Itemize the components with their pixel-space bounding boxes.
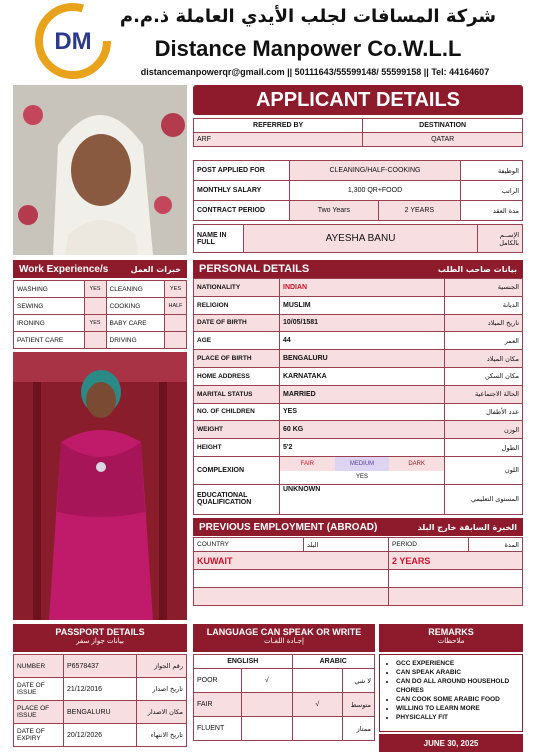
work-skill-value — [165, 332, 187, 349]
work-experience-row — [14, 315, 187, 332]
personal-details-table — [193, 278, 523, 515]
personal-details-title: PERSONAL DETAILS — [199, 263, 310, 275]
passport-ar: تاريخ اصدار — [137, 678, 187, 701]
work-skill-value: HALF — [165, 298, 187, 315]
work-skill-label: PATIENT CARE — [14, 332, 85, 349]
referred-by-label: REFERRED BY — [194, 119, 363, 133]
work-skill-label: BABY CARE — [106, 315, 164, 332]
remarks-header — [379, 624, 523, 652]
post-ar: الوظيفة — [461, 161, 523, 181]
personal-detail-label: MARITAL STATUS — [194, 385, 280, 403]
passport-header — [13, 624, 187, 652]
work-experience-title-ar: خبرات العمل — [130, 264, 181, 274]
language-english-mark — [242, 717, 293, 741]
personal-detail-row — [194, 279, 523, 297]
complexion-fair: FAIR — [280, 457, 335, 471]
referral-table — [193, 118, 523, 147]
personal-detail-ar: الديانة — [445, 296, 523, 314]
work-experience-row — [14, 298, 187, 315]
personal-detail-value: MARRIED — [280, 385, 445, 403]
personal-detail-value: BENGALURU — [280, 350, 445, 368]
remarks-title: REMARKS — [428, 627, 474, 637]
name-row — [193, 224, 523, 253]
language-level-ar: متوسط — [343, 693, 375, 717]
period-ar: المدة — [469, 538, 523, 552]
work-experience-row — [14, 281, 187, 298]
passport-value: P6578437 — [64, 655, 137, 678]
education-value: UNKNOWN — [280, 484, 445, 514]
referred-by-value: ARF — [194, 133, 363, 147]
language-title-ar: إجـادة اللغـات — [263, 637, 304, 645]
personal-detail-value: 60 KG — [280, 421, 445, 439]
personal-detail-label: HEIGHT — [194, 439, 280, 457]
personal-detail-value: 10/05/1581 — [280, 314, 445, 332]
passport-title-ar: بيانات جواز سفر — [76, 637, 124, 645]
remark-item: • CAN DO ALL AROUND HOUSEHOLD CHORES — [396, 677, 518, 695]
passport-label: DATE OF ISSUE — [14, 678, 64, 701]
personal-detail-value: YES — [280, 403, 445, 421]
destination-value: QATAR — [363, 133, 523, 147]
language-level-ar: لا شي — [343, 669, 375, 693]
work-skill-value — [84, 298, 106, 315]
remark-item: • CAN SPEAK ARABIC — [396, 668, 518, 677]
salary-ar: الراتب — [461, 181, 523, 201]
work-experience-header — [13, 260, 187, 278]
complexion-ar: اللون — [445, 456, 523, 484]
personal-details-header — [193, 260, 523, 278]
personal-detail-row — [194, 439, 523, 457]
complexion-medium: MEDIUM — [335, 457, 390, 471]
personal-detail-value: KARNATAKA — [280, 367, 445, 385]
period-label: PERIOD — [389, 538, 469, 552]
language-level-label: FAIR — [194, 693, 242, 717]
personal-detail-ar: الطول — [445, 439, 523, 457]
language-level-ar: ممتاز — [343, 717, 375, 741]
salary-value: 1,300 QR+FOOD — [290, 181, 461, 201]
personal-details-title-ar: بيانات صاحب الطلب — [437, 264, 517, 274]
work-skill-value — [84, 332, 106, 349]
name-label: NAME IN FULL — [194, 225, 244, 253]
personal-detail-label: WEIGHT — [194, 421, 280, 439]
work-skill-value: YES — [84, 281, 106, 298]
personal-detail-ar: العمر — [445, 332, 523, 350]
personal-detail-label: RELIGION — [194, 296, 280, 314]
remark-item: • WILLING TO LEARN MORE — [396, 704, 518, 713]
complexion-label: COMPLEXION — [194, 456, 280, 484]
language-header — [193, 624, 375, 652]
language-title: LANGUAGE CAN SPEAK OR WRITE — [206, 627, 362, 637]
country-value: KUWAIT — [194, 552, 389, 570]
salary-label: MONTHLY SALARY — [194, 181, 290, 201]
country-ar: البلد — [304, 538, 389, 552]
complexion-dark: DARK — [389, 457, 444, 471]
work-skill-label: CLEANING — [106, 281, 164, 298]
remark-item: • CAN COOK SOME ARABIC FOOD — [396, 695, 518, 704]
personal-detail-row — [194, 385, 523, 403]
passport-ar: رقم الجواز — [137, 655, 187, 678]
job-table — [193, 160, 523, 221]
work-skill-value: YES — [165, 281, 187, 298]
personal-detail-row — [194, 403, 523, 421]
remarks-box — [379, 654, 523, 732]
passport-value: BENGALURU — [64, 701, 137, 724]
personal-detail-row — [194, 332, 523, 350]
work-skill-label: COOKING — [106, 298, 164, 315]
personal-detail-row — [194, 421, 523, 439]
work-skill-label: IRONING — [14, 315, 85, 332]
language-row — [194, 717, 375, 741]
personal-detail-ar: مكان الميلاد — [445, 350, 523, 368]
personal-detail-ar: عدد الأطفال — [445, 403, 523, 421]
passport-row — [14, 724, 187, 747]
work-experience-title: Work Experience/s — [19, 263, 109, 275]
applicant-portrait-photo — [13, 85, 187, 255]
post-label: POST APPLIED FOR — [194, 161, 290, 181]
personal-detail-ar: الحالة الاجتماعية — [445, 385, 523, 403]
passport-label: DATE OF EXPIRY — [14, 724, 64, 747]
passport-title: PASSPORT DETAILS — [55, 627, 145, 637]
personal-detail-label: PLACE OF BIRTH — [194, 350, 280, 368]
personal-detail-value: MUSLIM — [280, 296, 445, 314]
personal-detail-row — [194, 367, 523, 385]
language-level-label: FLUENT — [194, 717, 242, 741]
language-level-label: POOR — [194, 669, 242, 693]
language-table — [193, 654, 375, 741]
personal-detail-ar: الجنسية — [445, 279, 523, 297]
work-skill-label: WASHING — [14, 281, 85, 298]
passport-ar: مكان الاصدار — [137, 701, 187, 724]
work-skill-value: YES — [84, 315, 106, 332]
company-contact: distancemanpowerqr@gmail.com || 50111643/55599148/ 55599158 || Tel: 44164607 — [140, 67, 490, 77]
passport-row — [14, 701, 187, 724]
language-row — [194, 693, 375, 717]
work-skill-value — [165, 315, 187, 332]
passport-ar: تاريخ الانتهاء — [137, 724, 187, 747]
passport-row — [14, 655, 187, 678]
personal-detail-label: NATIONALITY — [194, 279, 280, 297]
complexion-cell — [280, 456, 445, 484]
company-english-name: Distance Manpower Co.W.L.L — [154, 36, 462, 61]
work-skill-label: DRIVING — [106, 332, 164, 349]
contract-years: 2 YEARS — [378, 201, 460, 221]
post-value: CLEANING/HALF-COOKING — [290, 161, 461, 181]
personal-detail-row — [194, 350, 523, 368]
previous-employment-header — [193, 518, 523, 536]
remarks-date: JUNE 30, 2025 — [379, 734, 523, 752]
personal-detail-value: 44 — [280, 332, 445, 350]
page-title: APPLICANT DETAILS — [193, 85, 523, 115]
personal-detail-label: HOME ADDRESS — [194, 367, 280, 385]
name-value: AYESHA BANU — [244, 225, 478, 253]
personal-detail-value: 5'2 — [280, 439, 445, 457]
remarks-list — [384, 659, 518, 722]
language-english-mark — [242, 693, 293, 717]
language-arabic-header: ARABIC — [292, 655, 375, 669]
personal-detail-row — [194, 314, 523, 332]
applicant-full-photo — [13, 352, 187, 620]
personal-detail-ar: الوزن — [445, 421, 523, 439]
personal-detail-ar: مكان السكن — [445, 367, 523, 385]
work-experience-table — [13, 280, 187, 349]
destination-label: DESTINATION — [363, 119, 523, 133]
personal-detail-label: NO. OF CHILDREN — [194, 403, 280, 421]
work-experience-row — [14, 332, 187, 349]
passport-label: NUMBER — [14, 655, 64, 678]
complexion-mark: YES — [356, 474, 369, 481]
passport-value: 21/12/2016 — [64, 678, 137, 701]
contract-value: Two Years — [290, 201, 379, 221]
personal-detail-label: DATE OF BIRTH — [194, 314, 280, 332]
contract-ar: مدة العقد — [461, 201, 523, 221]
education-ar: المستوى التعليمي — [445, 484, 523, 514]
language-arabic-mark — [292, 717, 343, 741]
name-ar: الإســم بالكامل — [478, 225, 523, 253]
personal-detail-label: AGE — [194, 332, 280, 350]
remarks-title-ar: ملاحظات — [437, 637, 465, 645]
language-english-mark: √ — [242, 669, 293, 693]
language-arabic-mark — [292, 669, 343, 693]
education-label: EDUCATIONAL QUALIFICATION — [194, 484, 280, 514]
previous-employment-title-ar: الخبرة السابقة خارج البلد — [417, 522, 517, 532]
language-english-header: ENGLISH — [194, 655, 293, 669]
remark-item: • GCC EXPERIENCE — [396, 659, 518, 668]
personal-detail-row — [194, 296, 523, 314]
personal-detail-value: INDIAN — [280, 279, 445, 297]
passport-row — [14, 678, 187, 701]
passport-value: 20/12/2026 — [64, 724, 137, 747]
language-row — [194, 669, 375, 693]
language-arabic-mark: √ — [292, 693, 343, 717]
company-arabic-name: شركة المسافات لجلب الأيدي العاملة ذ.م.م — [119, 6, 497, 27]
previous-employment-title: PREVIOUS EMPLOYMENT (ABROAD) — [199, 521, 378, 533]
country-label: COUNTRY — [194, 538, 304, 552]
previous-employment-table — [193, 537, 523, 606]
passport-label: PLACE OF ISSUE — [14, 701, 64, 724]
personal-detail-ar: تاريخ الميلاد — [445, 314, 523, 332]
contract-label: CONTRACT PERIOD — [194, 201, 290, 221]
remark-item: • PHYSICALLY FIT — [396, 713, 518, 722]
period-value: 2 YEARS — [389, 552, 523, 570]
passport-table — [13, 654, 187, 747]
svg-text:DM: DM — [54, 28, 92, 55]
work-skill-label: SEWING — [14, 298, 85, 315]
